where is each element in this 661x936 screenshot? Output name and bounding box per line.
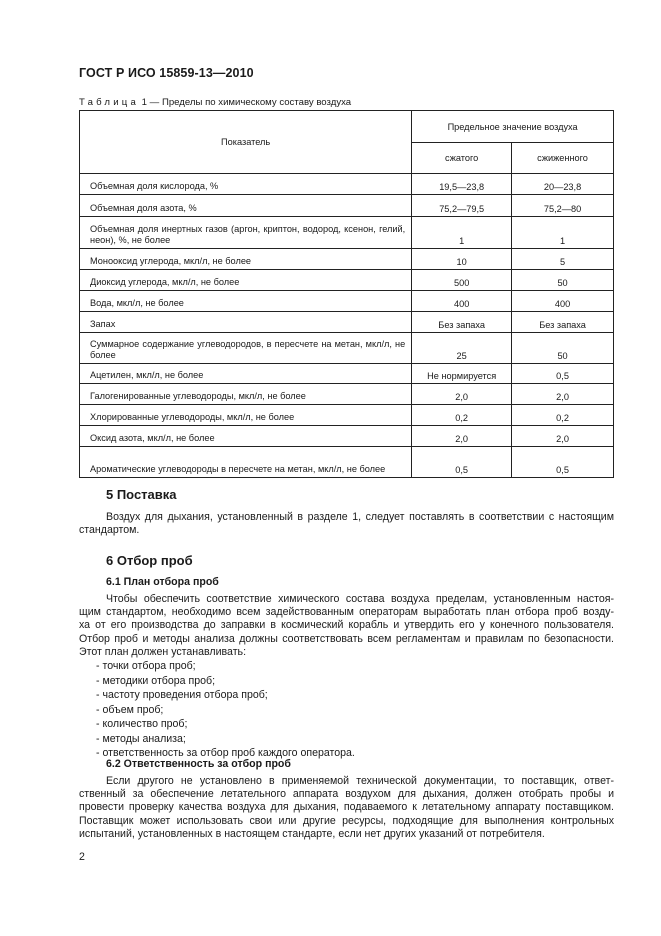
paragraph-line: Воздух для дыхания, установленный в разделе 1, следует поставлять в соответствии с настоящим bbox=[106, 511, 614, 523]
table-row bbox=[80, 217, 614, 249]
document-header: ГОСТ Р ИСО 15859-13—2010 bbox=[79, 66, 254, 80]
table-row bbox=[80, 291, 614, 312]
subsection-6-1-title: 6.1 План отбора проб bbox=[106, 576, 219, 588]
list-item: - ответственность за отбор проб каждого оператора. bbox=[96, 746, 355, 761]
row-liquefied-value: 50 bbox=[512, 333, 614, 364]
row-parameter: Ароматические углеводороды в пересчете на метан, мкл/л, не более bbox=[80, 447, 412, 478]
list-item: - количество проб; bbox=[96, 717, 355, 732]
row-parameter: Запах bbox=[80, 312, 412, 333]
page-number: 2 bbox=[79, 851, 85, 863]
row-parameter: Суммарное содержание углеводородов, в пересчете на метан, мкл/л, не более bbox=[80, 333, 412, 364]
row-liquefied-value: 1 bbox=[512, 217, 614, 249]
row-liquefied-value: 75,2—80 bbox=[512, 195, 614, 217]
paragraph-line: Отбор проб и методы анализа должны соответствовать всем регламентам и правилам по безопасности. bbox=[79, 632, 614, 645]
table-row bbox=[80, 312, 614, 333]
row-liquefied-value: 400 bbox=[512, 291, 614, 312]
row-compressed-value: 0,5 bbox=[412, 447, 512, 478]
row-compressed-value: 2,0 bbox=[412, 426, 512, 447]
paragraph-line: ха от его производства до заправки в космический корабль и утвердить его у конечного пользователя. bbox=[79, 619, 614, 632]
row-compressed-value: 2,0 bbox=[412, 384, 512, 405]
row-liquefied-value: 0,5 bbox=[512, 447, 614, 478]
row-compressed-value: 500 bbox=[412, 270, 512, 291]
paragraph-line: ственный за обеспечение летательного аппарата воздухом для дыхания, должен отобрать пробы и bbox=[79, 788, 614, 801]
table-row bbox=[80, 174, 614, 195]
table-caption bbox=[79, 97, 351, 108]
row-liquefied-value: 5 bbox=[512, 249, 614, 270]
row-liquefied-value: 0,5 bbox=[512, 364, 614, 384]
row-liquefied-value: Без запаха bbox=[512, 312, 614, 333]
row-parameter: Монооксид углерода, мкл/л, не более bbox=[80, 249, 412, 270]
table-row bbox=[80, 270, 614, 291]
table-caption-label: Таблица bbox=[79, 97, 140, 108]
row-compressed-value: 0,2 bbox=[412, 405, 512, 426]
row-compressed-value: 400 bbox=[412, 291, 512, 312]
table-row bbox=[80, 195, 614, 217]
table-row bbox=[80, 249, 614, 270]
section-5-text bbox=[79, 511, 614, 537]
column-header-compressed: сжатого bbox=[412, 143, 512, 174]
table-caption-text: 1 — Пределы по химическому составу воздуха bbox=[139, 97, 352, 108]
paragraph-line: Если другого не установлено в применяемой технической документации, то поставщик, ответ- bbox=[106, 775, 614, 787]
row-parameter: Объемная доля азота, % bbox=[80, 195, 412, 217]
row-compressed-value: 10 bbox=[412, 249, 512, 270]
row-liquefied-value: 50 bbox=[512, 270, 614, 291]
row-liquefied-value: 2,0 bbox=[512, 384, 614, 405]
row-parameter: Ацетилен, мкл/л, не более bbox=[80, 364, 412, 384]
section-6-2-text bbox=[79, 775, 614, 841]
column-header-liquefied: сжиженного bbox=[512, 143, 614, 174]
list-item: - точки отбора проб; bbox=[96, 659, 355, 674]
air-composition-table bbox=[79, 110, 614, 478]
list-item: - частоту проведения отбора проб; bbox=[96, 688, 355, 703]
section-6-title: 6 Отбор проб bbox=[106, 553, 193, 568]
list-item: - объем проб; bbox=[96, 703, 355, 718]
sampling-plan-list bbox=[96, 659, 355, 761]
row-compressed-value: 25 bbox=[412, 333, 512, 364]
row-compressed-value: 19,5—23,8 bbox=[412, 174, 512, 195]
table-row bbox=[80, 405, 614, 426]
row-parameter: Объемная доля кислорода, % bbox=[80, 174, 412, 195]
row-compressed-value: Без запаха bbox=[412, 312, 512, 333]
row-liquefied-value: 2,0 bbox=[512, 426, 614, 447]
subsection-6-2-title: 6.2 Ответственность за отбор проб bbox=[106, 758, 291, 770]
row-liquefied-value: 20—23,8 bbox=[512, 174, 614, 195]
row-parameter: Диоксид углерода, мкл/л, не более bbox=[80, 270, 412, 291]
list-item: - методики отбора проб; bbox=[96, 674, 355, 689]
paragraph-line: стандартом. bbox=[79, 524, 140, 537]
paragraph-line: испытаний, установленных в настоящем стандарте, если нет других указаний от потребителя. bbox=[79, 827, 545, 840]
row-compressed-value: 75,2—79,5 bbox=[412, 195, 512, 217]
table-row bbox=[80, 426, 614, 447]
table-row bbox=[80, 333, 614, 364]
row-compressed-value: Не нормируется bbox=[412, 364, 512, 384]
paragraph-line: Чтобы обеспечить соответствие химического состава воздуха пределам, установленным настоя- bbox=[106, 593, 614, 605]
column-header-limit: Предельное значение воздуха bbox=[412, 111, 614, 143]
row-liquefied-value: 0,2 bbox=[512, 405, 614, 426]
row-parameter: Галогенированные углеводороды, мкл/л, не более bbox=[80, 384, 412, 405]
row-parameter: Объемная доля инертных газов (аргон, криптон, водород, ксенон, гелий, неон), %, не более bbox=[80, 217, 412, 249]
paragraph-line: провести проверку качества воздуха для дыхания, подаваемого к летательному аппарату поставщиком. bbox=[79, 801, 614, 814]
row-compressed-value: 1 bbox=[412, 217, 512, 249]
row-parameter: Вода, мкл/л, не более bbox=[80, 291, 412, 312]
row-parameter: Хлорированные углеводороды, мкл/л, не более bbox=[80, 405, 412, 426]
table-row bbox=[80, 384, 614, 405]
list-item: - методы анализа; bbox=[96, 732, 355, 747]
column-header-parameter: Показатель bbox=[80, 111, 412, 174]
paragraph-line: Этот план должен устанавливать: bbox=[79, 645, 247, 658]
paragraph-line: Поставщик может использовать свои или другие ресурсы, подходящие для выполнения контрольных bbox=[79, 814, 614, 827]
row-parameter: Оксид азота, мкл/л, не более bbox=[80, 426, 412, 447]
section-5-title: 5 Поставка bbox=[106, 487, 177, 502]
paragraph-line: щим стандартом, необходимо всем задействованным операторам выработать план отбора проб возду- bbox=[79, 606, 614, 619]
table-row bbox=[80, 447, 614, 478]
section-6-1-text bbox=[79, 593, 614, 659]
table-row bbox=[80, 364, 614, 384]
